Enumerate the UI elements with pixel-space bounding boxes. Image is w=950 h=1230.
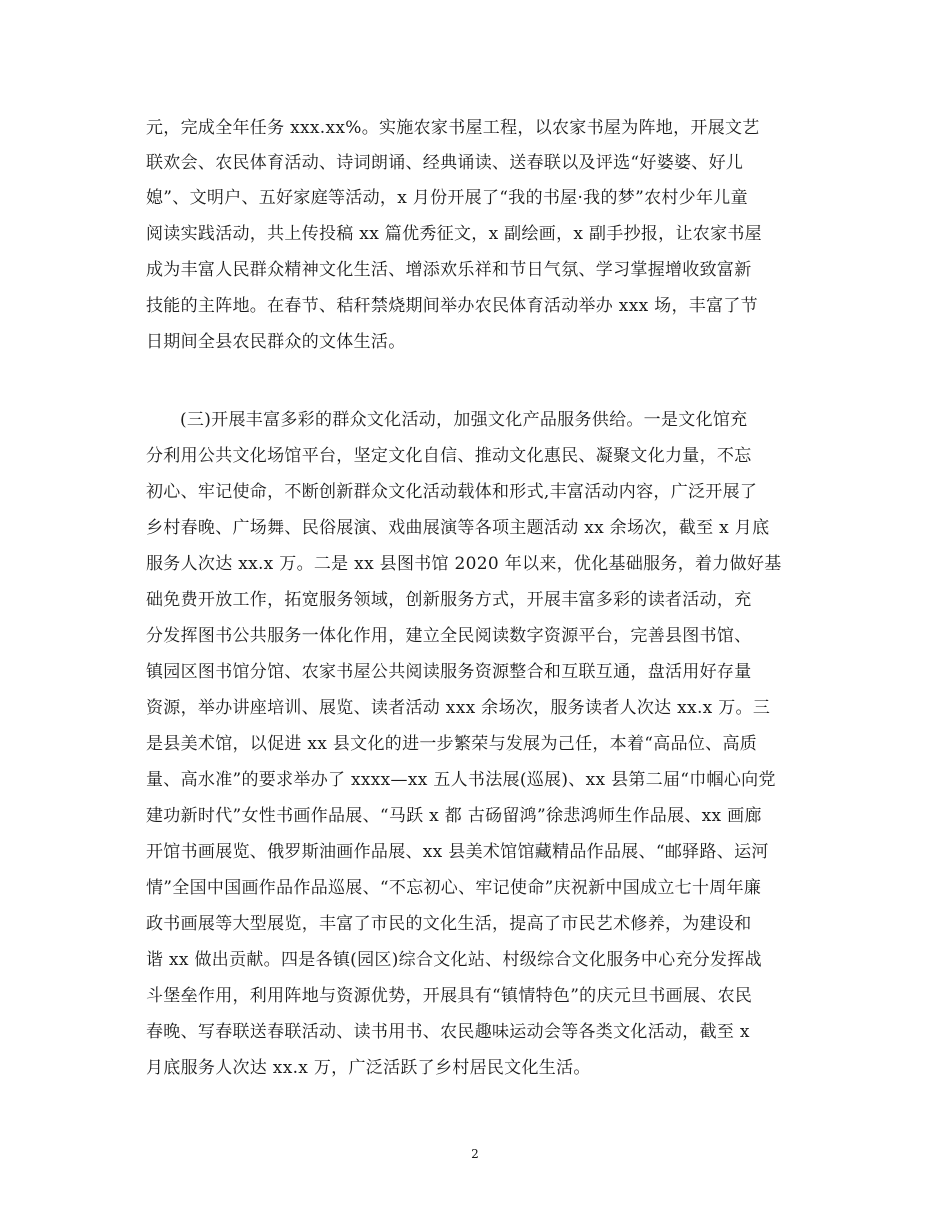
text-line: 媳”、文明户、五好家庭等活动，x 月份开展了“我的书屋·我的梦”农村少年儿童: [146, 188, 748, 208]
text-line: 开馆书画展览、俄罗斯油画作品展、xx 县美术馆馆藏精品作品展、“邮驿路、运河: [146, 842, 769, 862]
text-line: 量、高水准”的要求举办了 xxxx—xx 五人书法展(巡展)、xx 县第二届“巾帼心向党: [146, 770, 776, 790]
text-line: 成为丰富人民群众精神文化生活、增添欢乐祥和节日气氛、学习掌握增收致富新: [146, 260, 752, 280]
text-line: 阅读实践活动，共上传投稿 xx 篇优秀征文，x 副绘画，x 副手抄报，让农家书屋: [146, 224, 762, 244]
text-line: 分利用公共文化场馆平台，坚定文化自信、推动文化惠民、凝聚文化力量，不忘: [146, 446, 752, 466]
text-line: 元，完成全年任务 xxx.xx%。实施农家书屋工程，以农家书屋为阵地，开展文艺: [146, 118, 760, 138]
text-line: (三)开展丰富多彩的群众文化活动，加强文化产品服务供给。一是文化馆充: [180, 410, 748, 430]
page-number: 2: [471, 1147, 479, 1161]
text-line: 斗堡垒作用，利用阵地与资源优势，开展具有“镇情特色”的庆元旦书画展、农民: [146, 986, 753, 1006]
text-line: 谐 xx 做出贡献。四是各镇(园区)综合文化站、村级综合文化服务中心充分发挥战: [146, 950, 762, 970]
text-line: 分发挥图书公共服务一体化作用，建立全民阅读数字资源平台，完善县图书馆、: [146, 626, 752, 646]
text-line: 服务人次达 xx.x 万。二是 xx 县图书馆 2020 年以来，优化基础服务，着力做好基: [146, 554, 782, 574]
text-line: 是县美术馆，以促进 xx 县文化的进一步繁荣与发展为己任，本着“高品位、高质: [146, 734, 758, 754]
text-line: 初心、牢记使命，不断创新群众文化活动载体和形式,丰富活动内容，广泛开展了: [146, 482, 758, 502]
text-line: 春晚、写春联送春联活动、读书用书、农民趣味运动会等各类文化活动，截至 x: [146, 1022, 750, 1042]
text-line: 建功新时代”女性书画作品展、“马跃 x 都 古砀留鸿”徐悲鸿师生作品展、xx 画廊: [146, 806, 762, 826]
text-line: 日期间全县农民群众的文体生活。: [146, 332, 406, 352]
text-line: 镇园区图书馆分馆、农家书屋公共阅读服务资源整合和互联互通，盘活用好存量: [146, 662, 752, 682]
text-line: 资源，举办讲座培训、展览、读者活动 xxx 余场次，服务读者人次达 xx.x 万。三: [146, 698, 771, 718]
text-line: 联欢会、农民体育活动、诗词朗诵、经典诵读、送春联以及评选“好婆婆、好儿: [146, 153, 744, 173]
text-line: 月底服务人次达 xx.x 万，广泛活跃了乡村居民文化生活。: [146, 1058, 591, 1078]
text-line: 乡村春晚、广场舞、民俗展演、戏曲展演等各项主题活动 xx 余场次，截至 x 月底: [146, 518, 770, 538]
text-line: 础免费开放工作，拓宽服务领域，创新服务方式，开展丰富多彩的读者活动，充: [146, 590, 752, 610]
text-line: 情”全国中国画作品作品巡展、“不忘初心、牢记使命”庆祝新中国成立七十周年廉: [146, 878, 762, 898]
text-line: 技能的主阵地。在春节、秸秆禁烧期间举办农民体育活动举办 xxx 场，丰富了节: [146, 296, 758, 316]
text-line: 政书画展等大型展览，丰富了市民的文化生活，提高了市民艺术修养，为建设和: [146, 914, 752, 934]
